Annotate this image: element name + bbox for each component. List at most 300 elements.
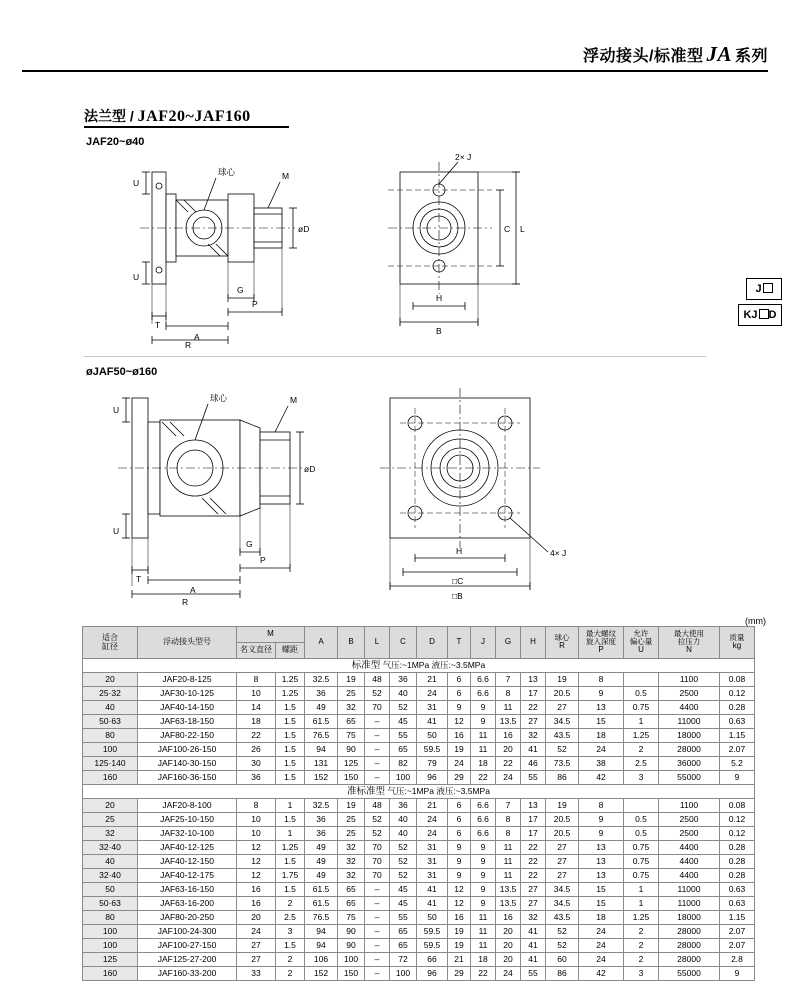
cell-value: 41: [417, 897, 448, 911]
cell-size: 100: [83, 925, 138, 939]
cell-value: 131: [305, 757, 338, 771]
cell-value: 9: [471, 855, 496, 869]
cell-value: –: [365, 757, 390, 771]
cell-value: 0.63: [720, 897, 755, 911]
cell-value: 24: [579, 925, 624, 939]
table-group-name: 标准型: [351, 659, 381, 671]
cell-value: 0.12: [720, 827, 755, 841]
cell-value: 2.07: [720, 925, 755, 939]
cell-value: 55000: [659, 967, 720, 981]
cell-size: 20: [83, 799, 138, 813]
cell-value: 2: [276, 897, 305, 911]
cell-value: 61.5: [305, 897, 338, 911]
cell-size: 32: [83, 827, 138, 841]
cell-model: JAF125-27-200: [138, 953, 237, 967]
cell-value: 32: [338, 855, 365, 869]
side-tab-j-label: J: [755, 283, 762, 295]
cell-value: 41: [521, 939, 546, 953]
cell-value: 25: [338, 827, 365, 841]
header-series-suffix: 系列: [734, 48, 768, 65]
cell-value: 31: [417, 701, 448, 715]
cell-value: 2500: [659, 827, 720, 841]
cell-value: 12: [237, 855, 276, 869]
th-p: [579, 627, 624, 659]
th-size: [83, 627, 138, 659]
th-u-l3: U: [638, 645, 644, 655]
cell-value: 32: [521, 729, 546, 743]
cell-model: JAF80-20-250: [138, 911, 237, 925]
cell-value: 19: [338, 799, 365, 813]
th-u: [624, 627, 659, 659]
cell-model: JAF63-16-200: [138, 897, 237, 911]
table-group-name: 准标准型: [347, 785, 386, 797]
th-r: [546, 627, 579, 659]
cell-value: 32: [338, 841, 365, 855]
cell-value: 5.2: [720, 757, 755, 771]
cell-value: 27: [546, 855, 579, 869]
cell-size: 160: [83, 771, 138, 785]
figure-2-callout-b: □B: [452, 591, 463, 601]
th-u-l2: 偏心量: [629, 637, 653, 647]
figure-1-label: JAF20~ø40: [86, 136, 145, 148]
section-separator: /: [129, 108, 134, 124]
cell-value: 19: [338, 673, 365, 687]
cell-model: JAF32-10-100: [138, 827, 237, 841]
cell-value: 20.5: [546, 687, 579, 701]
cell-value: 1.5: [276, 715, 305, 729]
th-u-l1: 允许: [633, 629, 649, 639]
cell-value: 41: [521, 925, 546, 939]
cell-value: 0.5: [624, 813, 659, 827]
cell-value: 17: [521, 813, 546, 827]
cell-value: 16: [496, 729, 521, 743]
cell-value: 1.5: [276, 855, 305, 869]
cell-model: JAF40-12-125: [138, 841, 237, 855]
cell-value: 17: [521, 687, 546, 701]
figure-1-callout-l: L: [520, 224, 525, 234]
cell-value: 31: [417, 869, 448, 883]
cell-value: 11: [496, 869, 521, 883]
side-tab-kj[interactable]: [738, 304, 782, 326]
cell-value: 12: [448, 883, 471, 897]
cell-value: 90: [338, 743, 365, 757]
cell-value: –: [365, 911, 390, 925]
th-b: B: [338, 627, 365, 659]
cell-value: 1: [276, 799, 305, 813]
figure-1-callout-2j: 2× J: [455, 152, 472, 162]
th-m-pitch: 螺距: [276, 643, 305, 659]
cell-model: JAF40-14-150: [138, 701, 237, 715]
cell-value: 28000: [659, 939, 720, 953]
specification-table: [82, 626, 755, 981]
cell-value: 1.25: [276, 673, 305, 687]
cell-model: JAF20-8-125: [138, 673, 237, 687]
cell-value: 24: [496, 967, 521, 981]
cell-value: 22: [521, 869, 546, 883]
cell-value: 11: [496, 701, 521, 715]
cell-value: 1.25: [624, 911, 659, 925]
cell-value: 86: [546, 771, 579, 785]
cell-value: 1100: [659, 673, 720, 687]
table-group-row: [83, 659, 755, 673]
cell-model: JAF100-26-150: [138, 743, 237, 757]
cell-value: 73.5: [546, 757, 579, 771]
cell-value: 0.08: [720, 799, 755, 813]
cell-value: 16: [496, 911, 521, 925]
cell-value: 34.5: [546, 883, 579, 897]
cell-value: 59.5: [417, 743, 448, 757]
cell-value: 19: [546, 673, 579, 687]
cell-value: 0.12: [720, 687, 755, 701]
cell-value: 29: [448, 967, 471, 981]
figure-2-callout-m: M: [290, 395, 298, 405]
cell-value: 32: [521, 911, 546, 925]
cell-size: 125·140: [83, 757, 138, 771]
cell-size: 125: [83, 953, 138, 967]
th-kg-l1: 质量: [729, 633, 745, 643]
cell-value: 31: [417, 855, 448, 869]
cell-value: 9: [471, 883, 496, 897]
table-header-row-1: [83, 627, 755, 643]
cell-value: 4400: [659, 855, 720, 869]
cell-value: 50: [417, 911, 448, 925]
cell-value: 20: [496, 925, 521, 939]
cell-value: 27: [521, 883, 546, 897]
cell-value: 10: [237, 827, 276, 841]
cell-value: 36000: [659, 757, 720, 771]
square-box-icon: [759, 309, 769, 319]
cell-value: 40: [390, 813, 417, 827]
cell-value: 2.5: [276, 911, 305, 925]
cell-value: 9: [448, 869, 471, 883]
th-n: [659, 627, 720, 659]
cell-value: 4400: [659, 701, 720, 715]
th-l: L: [365, 627, 390, 659]
cell-value: 22: [521, 855, 546, 869]
cell-value: 100: [390, 967, 417, 981]
cell-value: 33: [237, 967, 276, 981]
cell-value: 24: [417, 827, 448, 841]
table-row: [83, 743, 755, 757]
cell-value: 2500: [659, 813, 720, 827]
cell-value: 2: [624, 925, 659, 939]
cell-value: 19: [448, 743, 471, 757]
cell-model: JAF30-10-125: [138, 687, 237, 701]
cell-value: 24: [417, 687, 448, 701]
cell-value: –: [365, 967, 390, 981]
cell-value: 4400: [659, 841, 720, 855]
page-header: [583, 42, 768, 67]
th-j: J: [471, 627, 496, 659]
cell-value: 27: [546, 701, 579, 715]
cell-value: 49: [305, 855, 338, 869]
cell-value: 2: [624, 743, 659, 757]
figure-2-callout-u-bottom: U: [113, 526, 120, 536]
th-p-l3: P: [598, 645, 604, 655]
cell-model: JAF100-27-150: [138, 939, 237, 953]
cell-value: 42: [579, 771, 624, 785]
table-row: [83, 729, 755, 743]
cell-value: 52: [365, 827, 390, 841]
cell-value: 13.5: [496, 883, 521, 897]
cell-value: 49: [305, 869, 338, 883]
cell-model: JAF160-36-150: [138, 771, 237, 785]
cell-value: 27: [546, 869, 579, 883]
cell-value: 36: [305, 813, 338, 827]
cell-value: 24: [496, 771, 521, 785]
cell-value: 55: [390, 729, 417, 743]
cell-model: JAF40-12-150: [138, 855, 237, 869]
unit-label: (mm): [745, 616, 766, 626]
figure-1-callout-d: øD: [298, 224, 310, 234]
cell-value: 6: [448, 799, 471, 813]
cell-value: 52: [365, 813, 390, 827]
table-group-row: [83, 785, 755, 799]
cell-value: 0.08: [720, 673, 755, 687]
figure-1-drawing: [100, 148, 700, 353]
cell-value: 94: [305, 939, 338, 953]
cell-value: 8: [579, 799, 624, 813]
cell-value: 28000: [659, 925, 720, 939]
cell-value: 1.15: [720, 729, 755, 743]
cell-value: 0.5: [624, 687, 659, 701]
cell-value: 24: [579, 953, 624, 967]
cell-value: 22: [521, 701, 546, 715]
table-group-label: [83, 785, 755, 799]
cell-value: 45: [390, 715, 417, 729]
cell-value: 27: [237, 939, 276, 953]
cell-value: 11: [496, 855, 521, 869]
cell-value: 22: [471, 967, 496, 981]
cell-value: –: [365, 715, 390, 729]
cell-value: 125: [338, 757, 365, 771]
cell-size: 40: [83, 701, 138, 715]
cell-size: 80: [83, 729, 138, 743]
cell-value: 55: [521, 771, 546, 785]
cell-value: 10: [237, 813, 276, 827]
cell-value: 19: [546, 799, 579, 813]
cell-value: 96: [417, 967, 448, 981]
cell-value: 48: [365, 799, 390, 813]
cell-value: 17: [521, 827, 546, 841]
cell-value: 14: [237, 701, 276, 715]
cell-value: 19: [448, 925, 471, 939]
cell-value: 1.5: [276, 813, 305, 827]
cell-value: 52: [546, 925, 579, 939]
cell-value: 1.25: [624, 729, 659, 743]
cell-value: 0.75: [624, 855, 659, 869]
cell-model: JAF25-10-150: [138, 813, 237, 827]
cell-value: 36: [390, 673, 417, 687]
figure-2-callout-c: □C: [452, 576, 464, 586]
cell-value: 1.5: [276, 771, 305, 785]
table-row: [83, 701, 755, 715]
cell-value: 9: [448, 841, 471, 855]
cell-value: 6.6: [471, 687, 496, 701]
cell-value: 0.28: [720, 841, 755, 855]
cell-value: 16: [237, 883, 276, 897]
cell-value: 65: [390, 939, 417, 953]
cell-value: 8: [496, 813, 521, 827]
cell-value: 55: [390, 911, 417, 925]
cell-value: 2: [276, 953, 305, 967]
cell-value: 2.07: [720, 939, 755, 953]
figure-2-callout-t: T: [136, 574, 142, 584]
cell-value: 9: [448, 855, 471, 869]
cell-value: 32.5: [305, 799, 338, 813]
cell-value: 20.5: [546, 813, 579, 827]
side-tab-j[interactable]: [746, 278, 782, 300]
cell-value: 65: [390, 925, 417, 939]
cell-value: 55: [521, 967, 546, 981]
cell-value: 76.5: [305, 729, 338, 743]
cell-value: [624, 673, 659, 687]
cell-size: 50·63: [83, 715, 138, 729]
cell-value: 86: [546, 967, 579, 981]
table-group-pressure: 气压:~1MPa 液压:~3.5MPa: [380, 659, 486, 670]
cell-value: 13: [579, 869, 624, 883]
cell-value: 76.5: [305, 911, 338, 925]
table-head: [83, 627, 755, 659]
cell-value: 24: [579, 939, 624, 953]
cell-value: 8: [496, 687, 521, 701]
cell-value: 20: [237, 911, 276, 925]
cell-value: 61.5: [305, 883, 338, 897]
th-r-l2: R: [559, 641, 565, 651]
cell-value: 1.25: [276, 687, 305, 701]
cell-value: 16: [448, 729, 471, 743]
cell-size: 100: [83, 939, 138, 953]
section-title-cn: 法兰型: [84, 108, 126, 124]
cell-size: 50: [83, 883, 138, 897]
th-t: T: [448, 627, 471, 659]
cell-value: 61.5: [305, 715, 338, 729]
cell-value: 9: [471, 841, 496, 855]
cell-value: 18000: [659, 729, 720, 743]
figure-1-callout-c: C: [504, 224, 511, 234]
table-row: [83, 687, 755, 701]
cell-value: 12: [237, 869, 276, 883]
cell-value: 1.75: [276, 869, 305, 883]
table-row: [83, 925, 755, 939]
figure-1-callout-b: B: [436, 326, 442, 336]
cell-value: 100: [390, 771, 417, 785]
cell-value: 4400: [659, 869, 720, 883]
figure-2-callout-p: P: [260, 555, 266, 565]
cell-value: 9: [448, 701, 471, 715]
cell-value: 9: [471, 701, 496, 715]
cell-value: 22: [496, 757, 521, 771]
cell-value: 1.25: [276, 841, 305, 855]
cell-value: 65: [338, 897, 365, 911]
cell-value: 12: [448, 897, 471, 911]
cell-value: 22: [237, 729, 276, 743]
cell-value: 90: [338, 939, 365, 953]
cell-value: 2: [624, 953, 659, 967]
cell-value: 79: [417, 757, 448, 771]
cell-value: –: [365, 925, 390, 939]
figure-2-callout-d: øD: [304, 464, 316, 474]
cell-value: 24: [417, 813, 448, 827]
table-row: [83, 813, 755, 827]
cell-value: 13.5: [496, 715, 521, 729]
cell-value: 9: [579, 813, 624, 827]
figure-divider: [84, 356, 706, 357]
cell-value: 9: [471, 869, 496, 883]
cell-size: 100: [83, 743, 138, 757]
cell-size: 32·40: [83, 841, 138, 855]
cell-value: 150: [338, 967, 365, 981]
cell-value: 10: [237, 687, 276, 701]
cell-value: 9: [579, 827, 624, 841]
cell-value: –: [365, 953, 390, 967]
cell-value: 65: [338, 883, 365, 897]
cell-size: 50·63: [83, 897, 138, 911]
cell-value: 11: [471, 743, 496, 757]
cell-value: 11: [496, 841, 521, 855]
cell-value: 41: [521, 743, 546, 757]
table-row: [83, 967, 755, 981]
cell-value: 24: [579, 743, 624, 757]
cell-value: 26: [237, 743, 276, 757]
cell-value: 29: [448, 771, 471, 785]
cell-value: 20: [496, 953, 521, 967]
cell-value: 40: [390, 827, 417, 841]
table-group-label: [83, 659, 755, 673]
cell-value: 1.5: [276, 939, 305, 953]
th-p-l2: 旋入深度: [586, 637, 616, 647]
cell-size: 25·32: [83, 687, 138, 701]
cell-value: 1: [276, 827, 305, 841]
table-row: [83, 953, 755, 967]
th-p-l1: 最大螺纹: [586, 629, 616, 639]
cell-value: 0.63: [720, 883, 755, 897]
cell-value: 0.63: [720, 715, 755, 729]
cell-value: 6.6: [471, 813, 496, 827]
figure-2-callout-4j: 4× J: [550, 548, 567, 558]
figure-1-callout-a: A: [194, 332, 200, 342]
cell-value: 24: [237, 925, 276, 939]
cell-size: 32·40: [83, 869, 138, 883]
cell-value: 6: [448, 673, 471, 687]
cell-value: 52: [390, 841, 417, 855]
th-g: G: [496, 627, 521, 659]
cell-value: 1.5: [276, 883, 305, 897]
cell-value: 49: [305, 841, 338, 855]
th-h: H: [521, 627, 546, 659]
cell-value: 11: [471, 925, 496, 939]
figure-2-callout-ball-center: 球心: [210, 393, 228, 403]
section-model-range: JAF20~JAF160: [137, 108, 251, 125]
cell-value: 15: [579, 883, 624, 897]
cell-model: JAF80-22-150: [138, 729, 237, 743]
figure-2-callout-r: R: [182, 597, 189, 605]
cell-value: 2500: [659, 687, 720, 701]
cell-value: 0.12: [720, 813, 755, 827]
cell-value: 55000: [659, 771, 720, 785]
cell-value: 65: [390, 743, 417, 757]
cell-value: 1: [624, 883, 659, 897]
cell-value: 2.07: [720, 743, 755, 757]
th-n-l3: N: [686, 645, 692, 655]
cell-value: 0.75: [624, 841, 659, 855]
figure-1-callout-t: T: [155, 320, 161, 330]
th-kg-l2: kg: [732, 641, 742, 651]
cell-value: –: [365, 729, 390, 743]
cell-value: –: [365, 883, 390, 897]
figure-1-callout-u-bottom: U: [133, 272, 140, 282]
cell-value: 52: [390, 869, 417, 883]
